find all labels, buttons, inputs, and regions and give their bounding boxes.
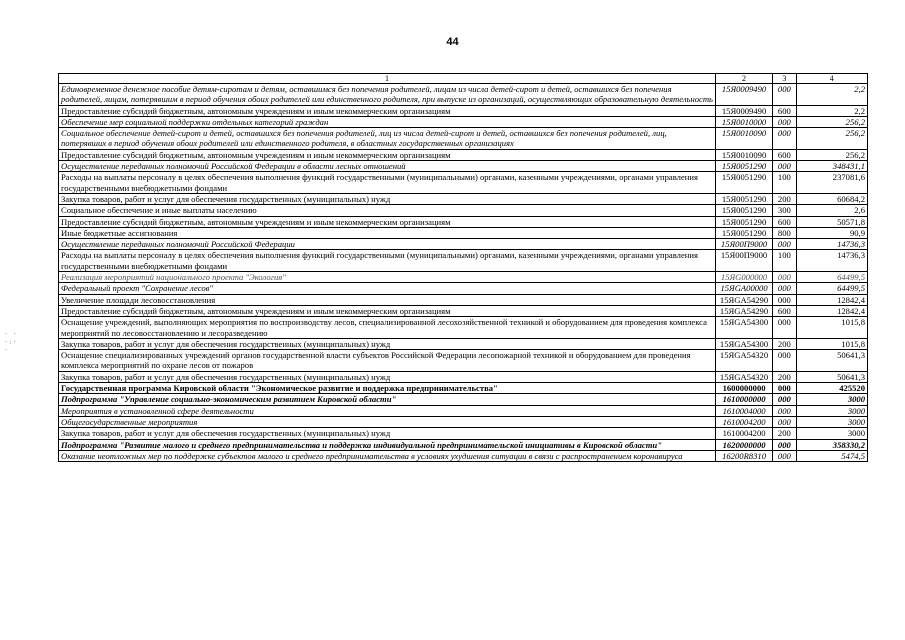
row-code: 15Я0051290 bbox=[715, 172, 772, 194]
row-amount: 5474,5 bbox=[796, 450, 867, 461]
row-expense-type: 000 bbox=[773, 439, 796, 450]
row-amount: 256,2 bbox=[796, 128, 867, 150]
row-name: Общегосударственные мероприятия bbox=[59, 416, 716, 427]
table-row bbox=[59, 116, 868, 127]
table-row bbox=[59, 216, 868, 227]
table-row bbox=[59, 450, 868, 461]
row-name: Оснащение специализированных учреждений органов государственной власти субъектов Российской Федерации лесопожарной техникой и оборудованием для проведения комплекса мероприятий по охране лесов от пожаров bbox=[59, 350, 716, 372]
row-amount: 14736,3 bbox=[796, 250, 867, 272]
row-code: 15ЯGA00000 bbox=[715, 283, 772, 294]
table-row bbox=[59, 149, 868, 160]
row-amount: 50641,3 bbox=[796, 371, 867, 382]
row-name: Мероприятия в установленной сфере деятельности bbox=[59, 405, 716, 416]
row-name: Государственная программа Кировской области "Экономическое развитие и поддержка предпринимательства" bbox=[59, 383, 716, 394]
row-expense-type: 800 bbox=[773, 227, 796, 238]
row-expense-type: 100 bbox=[773, 250, 796, 272]
row-expense-type: 000 bbox=[773, 84, 796, 106]
row-code: 15Я0051290 bbox=[715, 216, 772, 227]
row-amount: 2,2 bbox=[796, 84, 867, 106]
row-code: 15Я0009490 bbox=[715, 105, 772, 116]
row-code: 1610004200 bbox=[715, 428, 772, 439]
row-expense-type: 000 bbox=[773, 383, 796, 394]
row-name: Подпрограмма "Развитие малого и среднего предпринимательства и поддержка индивидуальной предпринимательской инициативы в Кировской области" bbox=[59, 439, 716, 450]
row-amount: 256,2 bbox=[796, 149, 867, 160]
row-amount: 1015,8 bbox=[796, 338, 867, 349]
header-col-4: 4 bbox=[796, 74, 867, 84]
row-expense-type: 600 bbox=[773, 216, 796, 227]
table-row bbox=[59, 317, 868, 339]
row-code: 1600000000 bbox=[715, 383, 772, 394]
table-row bbox=[59, 416, 868, 427]
row-code: 15ЯGA54290 bbox=[715, 294, 772, 305]
row-code: 16200R8310 bbox=[715, 450, 772, 461]
row-expense-type: 200 bbox=[773, 193, 796, 204]
row-name: Обеспечение мер социальной поддержки отдельных категорий граждан bbox=[59, 116, 716, 127]
row-name: Единовременное денежное пособие детям-сиротам и детям, оставшимся без попечения родителей, лицам из числа детей-сирот и детей, оставшихся без попечения родителей, лицам, потерявшим в период обучения обоих родителей или единственного родителя, при выпуске из организаций, осуществляющих образовательную деятельность bbox=[59, 84, 716, 106]
row-name: Расходы на выплаты персоналу в целях обеспечения выполнения функций государственными (муниципальными) органами, казенными учреждениями, органами управления государственными внебюджетными фондами bbox=[59, 250, 716, 272]
row-code: 15Я0051290 bbox=[715, 161, 772, 172]
table-row bbox=[59, 193, 868, 204]
row-name: Иные бюджетные ассигнования bbox=[59, 227, 716, 238]
row-name: Предоставление субсидий бюджетным, автономным учреждениям и иным некоммерческим организациям bbox=[59, 216, 716, 227]
row-code: 15Я0051290 bbox=[715, 227, 772, 238]
row-amount: 90,9 bbox=[796, 227, 867, 238]
row-code: 15Я0010090 bbox=[715, 128, 772, 150]
row-name: Закупка товаров, работ и услуг для обеспечения государственных (муниципальных) нужд bbox=[59, 193, 716, 204]
row-expense-type: 000 bbox=[773, 350, 796, 372]
table-row bbox=[59, 84, 868, 106]
row-expense-type: 000 bbox=[773, 283, 796, 294]
row-code: 15ЯGA54320 bbox=[715, 350, 772, 372]
table-row bbox=[59, 405, 868, 416]
row-expense-type: 000 bbox=[773, 394, 796, 405]
row-code: 15Я0010090 bbox=[715, 149, 772, 160]
page-number: 44 bbox=[446, 36, 459, 48]
row-expense-type: 100 bbox=[773, 172, 796, 194]
header-col-1: 1 bbox=[59, 74, 716, 84]
row-name: Предоставление субсидий бюджетным, автономным учреждениям и иным некоммерческим организациям bbox=[59, 149, 716, 160]
row-name: Социальное обеспечение детей-сирот и детей, оставшихся без попечения родителей, лиц из числа детей-сирот и детей, оставшихся без попечения родителей, лиц, потерявших в период обучения обоих родителей или единственного родителя, в областных государственных организациях bbox=[59, 128, 716, 150]
table-row bbox=[59, 239, 868, 250]
row-code: 15Я0009490 bbox=[715, 84, 772, 106]
row-code: 15Я0010000 bbox=[715, 116, 772, 127]
table-row bbox=[59, 283, 868, 294]
row-code: 15Я00П9000 bbox=[715, 239, 772, 250]
row-name: Социальное обеспечение и иные выплаты населению bbox=[59, 205, 716, 216]
row-name: Закупка товаров, работ и услуг для обеспечения государственных (муниципальных) нужд bbox=[59, 428, 716, 439]
row-code: 1620000000 bbox=[715, 439, 772, 450]
row-amount: 3000 bbox=[796, 405, 867, 416]
row-amount: 237081,6 bbox=[796, 172, 867, 194]
row-code: 15Я00П9000 bbox=[715, 250, 772, 272]
row-expense-type: 200 bbox=[773, 371, 796, 382]
table-row bbox=[59, 294, 868, 305]
row-amount: 64499,5 bbox=[796, 272, 867, 283]
row-code: 15ЯGA54300 bbox=[715, 317, 772, 339]
table-row bbox=[59, 128, 868, 150]
table-row bbox=[59, 105, 868, 116]
row-expense-type: 000 bbox=[773, 450, 796, 461]
table-row bbox=[59, 272, 868, 283]
row-amount: 60684,2 bbox=[796, 193, 867, 204]
row-name: Федеральный проект "Сохранение лесов" bbox=[59, 283, 716, 294]
table-row bbox=[59, 371, 868, 382]
table-row bbox=[59, 350, 868, 372]
row-expense-type: 200 bbox=[773, 428, 796, 439]
budget-table-body bbox=[59, 74, 868, 462]
row-name: Расходы на выплаты персоналу в целях обеспечения выполнения функций государственными (муниципальными) органами, казенными учреждениями, органами управления государственными внебюджетными фондами bbox=[59, 172, 716, 194]
table-row bbox=[59, 172, 868, 194]
table-header-row bbox=[59, 74, 868, 84]
row-name: Оснащение учреждений, выполняющих мероприятия по воспроизводству лесов, специализированной лесохозяйственной техникой и оборудованием для проведения комплекса мероприятий по лесовосстановлению и лесоразведению bbox=[59, 317, 716, 339]
row-expense-type: 200 bbox=[773, 338, 796, 349]
table-row bbox=[59, 394, 868, 405]
row-amount: 50641,3 bbox=[796, 350, 867, 372]
header-col-3: 3 bbox=[773, 74, 796, 84]
row-expense-type: 000 bbox=[773, 317, 796, 339]
row-code: 1610004000 bbox=[715, 405, 772, 416]
row-amount: 12842,4 bbox=[796, 305, 867, 316]
row-name: Предоставление субсидий бюджетным, автономным учреждениям и иным некоммерческим организациям bbox=[59, 305, 716, 316]
row-amount: 3000 bbox=[796, 416, 867, 427]
table-row bbox=[59, 428, 868, 439]
row-code: 1610000000 bbox=[715, 394, 772, 405]
table-row bbox=[59, 439, 868, 450]
row-name: Увеличение площади лесовосстановления bbox=[59, 294, 716, 305]
row-amount: 256,2 bbox=[796, 116, 867, 127]
row-expense-type: 300 bbox=[773, 205, 796, 216]
row-code: 15ЯGA54300 bbox=[715, 338, 772, 349]
row-expense-type: 600 bbox=[773, 105, 796, 116]
row-amount: 358330,2 bbox=[796, 439, 867, 450]
row-code: 15Я0051290 bbox=[715, 193, 772, 204]
row-amount: 12842,4 bbox=[796, 294, 867, 305]
row-code: 15ЯGA54290 bbox=[715, 305, 772, 316]
row-expense-type: 000 bbox=[773, 239, 796, 250]
table-row bbox=[59, 227, 868, 238]
row-code: 15ЯGA54320 bbox=[715, 371, 772, 382]
row-expense-type: 000 bbox=[773, 272, 796, 283]
row-name: Оказание неотложных мер по поддержке субъектов малого и среднего предпринимательства в условиях ухудшения ситуации в связи с распространением коронавируса bbox=[59, 450, 716, 461]
row-name: Осуществление переданных полномочий Российской Федерации bbox=[59, 239, 716, 250]
row-expense-type: 000 bbox=[773, 128, 796, 150]
table-row bbox=[59, 338, 868, 349]
row-amount: 1015,8 bbox=[796, 317, 867, 339]
row-amount: 348431,1 bbox=[796, 161, 867, 172]
header-col-2: 2 bbox=[715, 74, 772, 84]
row-amount: 50571,8 bbox=[796, 216, 867, 227]
row-expense-type: 600 bbox=[773, 149, 796, 160]
row-name: Подпрограмма "Управление социально-экономическим развитием Кировской области" bbox=[59, 394, 716, 405]
row-code: 15Я0051290 bbox=[715, 205, 772, 216]
row-amount: 425520 bbox=[796, 383, 867, 394]
row-amount: 14736,3 bbox=[796, 239, 867, 250]
table-row bbox=[59, 383, 868, 394]
row-expense-type: 000 bbox=[773, 161, 796, 172]
row-expense-type: 600 bbox=[773, 305, 796, 316]
table-row bbox=[59, 161, 868, 172]
scan-margin-marks: · · ·:· · bbox=[4, 330, 17, 354]
row-amount: 3000 bbox=[796, 394, 867, 405]
row-code: 1610004200 bbox=[715, 416, 772, 427]
row-expense-type: 000 bbox=[773, 416, 796, 427]
row-amount: 2,2 bbox=[796, 105, 867, 116]
table-row bbox=[59, 250, 868, 272]
row-name: Предоставление субсидий бюджетным, автономным учреждениям и иным некоммерческим организациям bbox=[59, 105, 716, 116]
row-name: Закупка товаров, работ и услуг для обеспечения государственных (муниципальных) нужд bbox=[59, 371, 716, 382]
row-expense-type: 000 bbox=[773, 294, 796, 305]
row-name: Реализация мероприятий национального проекта "Экология" bbox=[59, 272, 716, 283]
row-amount: 2,6 bbox=[796, 205, 867, 216]
row-expense-type: 000 bbox=[773, 116, 796, 127]
row-name: Закупка товаров, работ и услуг для обеспечения государственных (муниципальных) нужд bbox=[59, 338, 716, 349]
row-code: 15ЯG000000 bbox=[715, 272, 772, 283]
row-amount: 64499,5 bbox=[796, 283, 867, 294]
row-name: Осуществление переданных полномочий Российской Федерации в области лесных отношений bbox=[59, 161, 716, 172]
table-row bbox=[59, 205, 868, 216]
budget-table bbox=[58, 73, 868, 462]
row-expense-type: 000 bbox=[773, 405, 796, 416]
row-amount: 3000 bbox=[796, 428, 867, 439]
table-row bbox=[59, 305, 868, 316]
